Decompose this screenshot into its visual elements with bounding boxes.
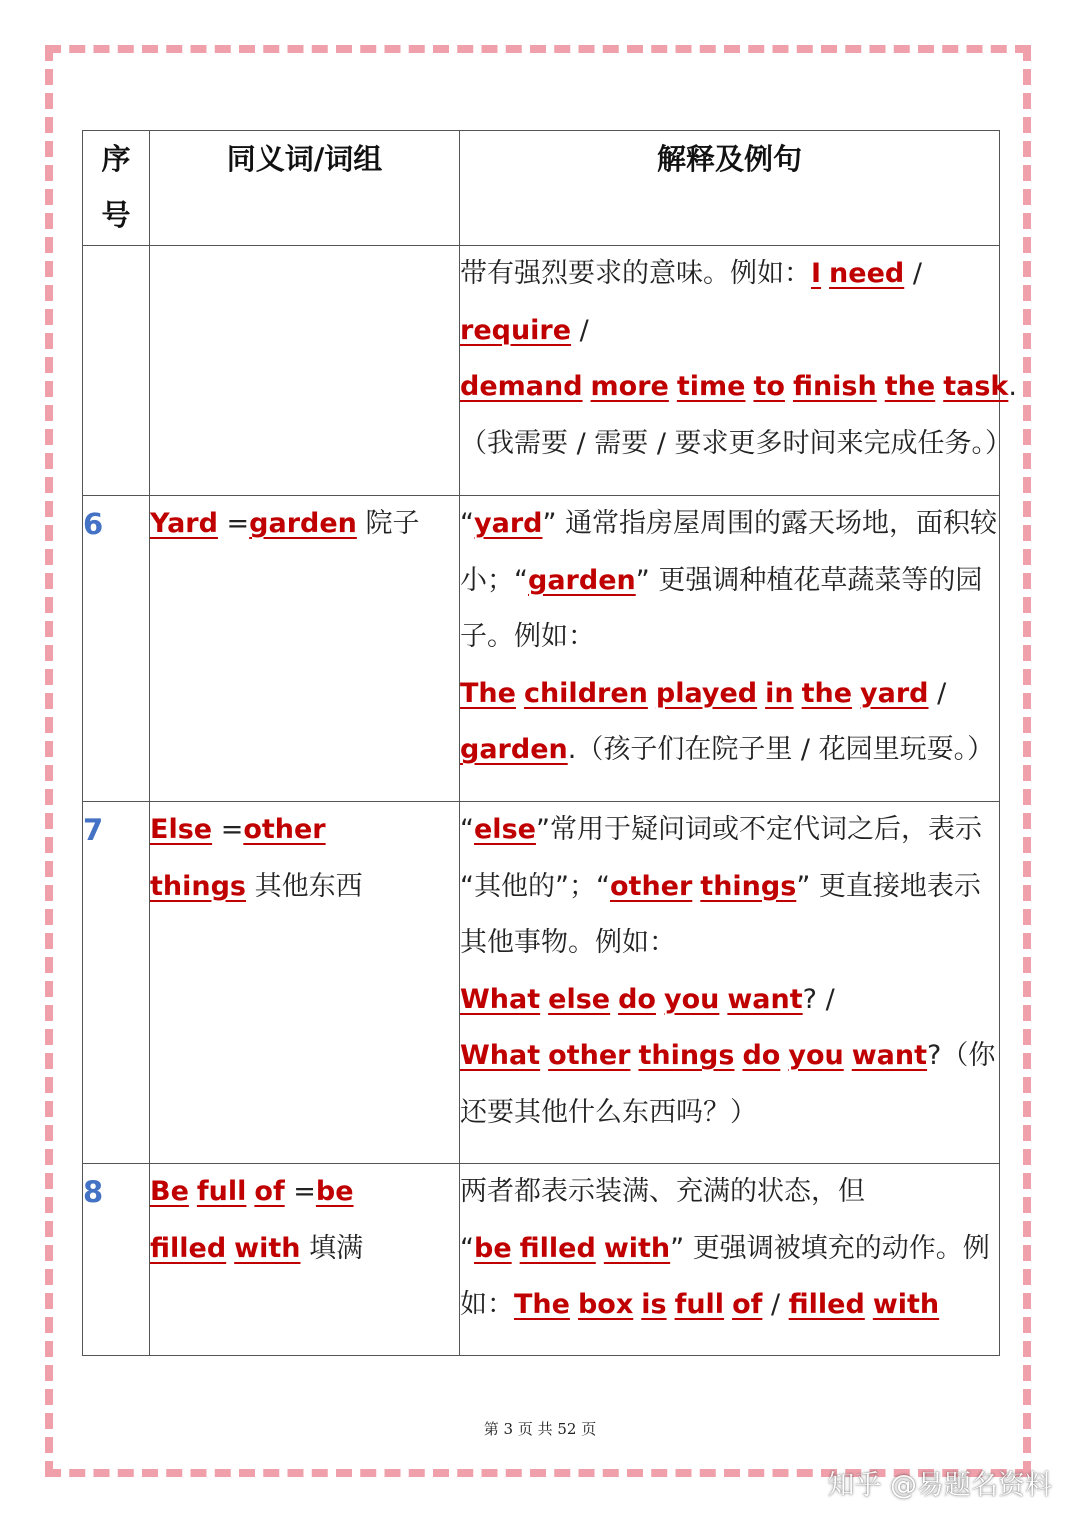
header-synonym: 同义词/词组 — [150, 131, 460, 246]
example-en: filled with — [788, 1289, 940, 1320]
example-en: require — [460, 314, 572, 346]
explanation-text: 带有强烈要求的意味。例如： — [460, 258, 811, 289]
row-number: 6 — [83, 496, 150, 802]
row-explanation: 带有强烈要求的意味。例如：I need / require / demand more time to finish the task.（我需要 / 需要 / 要求更多时间来完成任务。） — [460, 246, 1000, 496]
row-number: 8 — [83, 1164, 150, 1356]
row-synonym: Else =other things 其他东西 — [150, 802, 460, 1164]
translation-text: .（我需要 / 需要 / 要求更多时间来完成任务。） — [460, 371, 1017, 459]
table-row — [83, 1164, 1000, 1356]
translation-text: .（孩子们在院子里 / 花园里玩耍。） — [567, 734, 995, 765]
row-synonym: Be full of =be filled with 填满 — [150, 1164, 460, 1356]
table-row — [83, 802, 1000, 1164]
page-footer: 第 3 页 共 52 页 — [483, 1420, 597, 1438]
header-number: 序号 — [83, 131, 150, 246]
example-en: demand more time to finish the task — [460, 371, 1009, 402]
translation-text: ?（你还要其他什么东西吗？） — [460, 1040, 996, 1128]
row-synonym — [150, 246, 460, 496]
watermark: 知乎 @易题名资料 — [827, 1470, 1052, 1501]
row-synonym: Yard =garden 院子 — [150, 496, 460, 802]
row-explanation: “yard” 通常指房屋周围的露天场地，面积较小；“garden” 更强调种植花草蔬菜等的园子。例如：The children played in the yard / garden.（孩子们在院子里 / 花园里玩耍。） — [460, 496, 1000, 802]
row-explanation: “else”常用于疑问词或不定代词之后，表示 “其他的”；“other things” 更直接地表示其他事物。例如：What else do you want? / What other things do you want?（你还要其他什么东西吗？） — [460, 802, 1000, 1164]
example-en: I need — [811, 258, 905, 289]
header-explanation: 解释及例句 — [460, 131, 1000, 246]
row-number — [83, 246, 150, 496]
example-en: The box is full of — [514, 1289, 763, 1320]
row-explanation: 两者都表示装满、充满的状态，但 “be filled with” 更强调被填充的动作。例如：The box is full of / filled with — [460, 1164, 1000, 1356]
vocabulary-table — [82, 130, 1017, 1356]
table-header-row — [83, 131, 1000, 246]
row-number: 7 — [83, 802, 150, 1164]
example-en: What else do you want — [460, 983, 803, 1015]
example-en: What other things do you want — [460, 1040, 928, 1071]
table-row — [83, 496, 1000, 802]
table-row — [83, 246, 1000, 496]
example-en: The children played in the yard — [460, 677, 929, 709]
